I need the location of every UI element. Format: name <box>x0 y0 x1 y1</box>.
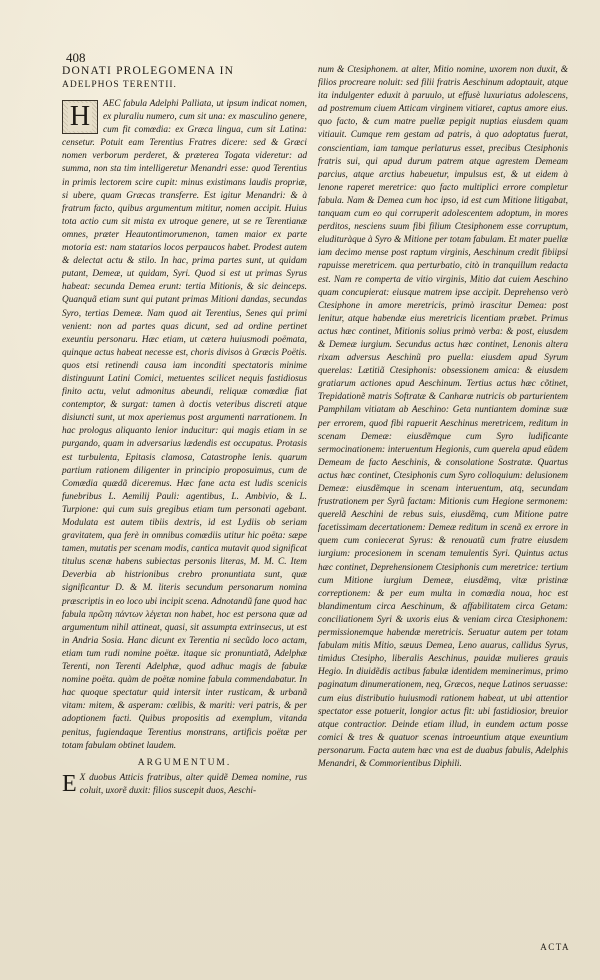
argumentum-text: X duobus Atticis fratribus, alter quidẽ Demea nomine, rus coluit, uxorẽ duxit: filios suscepit duos, Aeschi- <box>79 772 307 796</box>
page-number: 408 <box>66 50 86 65</box>
argumentum-heading: ARGUMENTUM. <box>137 757 232 768</box>
heading-title: DONATI PROLEGOMENA IN <box>62 65 235 77</box>
right-column <box>318 64 568 771</box>
heading-subtitle: ADELPHOS TERENTII. <box>62 80 177 90</box>
argumentum-continuation-text: num & Ctesiphonem. at alter, Mitio nomine, uxorem non duxit, & filios procreare noluit: sed filii fratris Aeschinum adoptauit, atque ita indulgenter eduxit à paruulo, ut effusè luxuriatus adolescens, ad postremum ciuem Atticam virginem vitiaret, captus amore eius. quo facto, & cum matre puellæ pepigit nuptias eiusdem quam vitiauit. Cumque rem gestam ad patris, à quo adoptatus fuerat, conscientiam, iam tamque perlaturus esset, precibus Ctesiphonis fratris sui, qui apud durum patrem atque agrestem Demeam parcius, atque arctius habeuetur, impulsus est, & ut eidem à lenone raperet meretrice: quo facto multiplici errore completur fabula. Nam & Demea cum hoc ipso, id est cum Mitione litigabat, tanquam cum eo qui corruperit adolescentem adoptum, in mores perditos, nesciens suum fibi filium Ctesiphonem esse corruptum, eludituràque à Syro & Mitione per totam fabulam. Et mater puellæ iam decimo mense post raptum virginis, Aeschinum credit fibiipsi rapuisse meretricem. qua perturbatio, citò in tranquillum redacta est. Nam re comperta de vitio virginis, Mitio dat cuiem Aeschino quam concupierat: eiusque matrem ipse accipit. Deprehenso verò Ctesiphone in amore meretricis, primò irascitur Demea: post lenitur, atque habendæ eius meretricis licentiam præbet. Primus actus hæc continet, Mitionis solius primò verba: & post, eiusdem & Demeæ iurgium. Secundus actus hæc continet, Lenonis altera rixam adversus Aeschinũ pro puella: eiusdem apud Syrum querelas: Lætitiã Ctesiphonis: obsessionem amica: & eiusdem gratiarum actiones apud Aeschinum. Tertius actus hæc cõtinet, Trepidationẽ matris Softratæ & Canharæ nutricis ob parturientem Pamphilam vitiatam ab Aeschino: Geta nuntiantem dominæ suæ per errorem, quod fibi rapuerit Aeschinus meretricem, reditum in scenam Demeæ: eiusdẽmque cum Syro ludificante sermocinationem: interuentum Hegionis, cum querela apud eũdem Demeam de facto Aeschinis, & consolatione Sostratæ. Quartus actus hæc continet, Ctesiphonis cum Syro colloquium: delusionem Demeæ: eiusdẽmque in scenam interuentum, atq, secundam frustrationem per Syrũ factam: Mitionis cum Hegione sermonem: querelã Aeschini de rebus suis, eiusdẽmq, cum Mitione patre facetissimam decertationem: Demeæ reditum in scenã ex errore in quem cum coniecerat Syrus: & renouatũ cum fratre eiusdem iurgium: procesionem in scenam temulentis Syri. Quintus actus hæc continet, Deprehensionem Ctesiphonis cum meretrice: tertium cum Mitione iurgium Demeæ, eiusdẽmq, vitæ pristinæ correptionem: & per eum multa in comœdia noua, hoc est blandimentum circa Aeschinum, & affabilitatem circa Getam: conciliationem Syri & uxoris eius & veniam circa Ctesiphonem: permissionemque habendæ meretricis. Seruatur autem per totam fabulam mitis Mitio, sæuus Demea, Leno auarus, callidus Syrus, timidus Ctesipho, liberalis Aeschinus, pauidæ mulieres grauis Hegio. In diuidẽdis actibus fabulæ identidem meminerimus, primo paginatum dinumerationem, neq, Græcos, neque Latinos seruasse: cum eius distributio huiusmodi rationem habeat, ut ubi attentior spectator esse potuerit, longior actus fit: ubi fastidiosior, breuior atque contractior. Deinde etiam illud, in eundem actum posse comici & tres & quatuor scenas introeuntium atque exeuntium personarum. Facta autem hæc vna est de duabus fabulis, Adelphis Menandri, & Commorientibus Diphili. <box>318 65 568 769</box>
prolegomena-text: AEC fabula Adelphi Palliata, ut ipsum indicat nomen, ex pluraliu numero, cum sit una: ex masculino genere, cum fit comœdia: ex Græca lingua, cum sit Latina: censetur. Potuit eam Terentius Fratres dicere: sed & Græci nomen verborum perderet, & præterea Togata videretur: ad summa, non sta tim intelligeretur Menandri esse: quod Terentius in primis lectorem scire cupit: minus existimans laudis propriæ, si ubere, quam Græcas transferre. Est igitur Menandri: & à fratrum facto, quibus argumentum mititur, nomen accipit. Huius tota actio cum sit mista ex utroque genere, ut se re Terentianæ omnes, præter Heautontimorumenon, tamen maior ex parte motoria est: nam statarios locos perpaucos habet. Prodest autem & delectat actu & stilo. In hac, prima partes sunt, ut quidam putant, Demeæ, ut quidam, Syri. Quod si est ut primas Syrus habeat: secunda Demea erunt: tertia Mitionis, & sic deinceps. Quanquã etiam sunt qui putant primas Mitioni dandas, secundas Syro, tertias Demeæ. Nam quod ait Terentius, Senes qui primi venient: non ad partes quas dicunt, sed ad ordine pertinet exeuntiu personaru. Hæc etiam, ut cætera huiusmodi poëmata, quinque actus habeat necesse est, choris divisos à Græcis Poëtis. quos etsi retinendi causa iam inconditi spectatoris minime distinguunt Latini Comici, metuentes scilicet nequis fastidiosus finito actu, velut admonitus abeundi, reliquæ comœdiæ fiat contemptor, & surgat: tamen à doctis veteribus discreti atque disiuncti sunt, ut mox aperiemus post argumenti narrationem. In hac prologus aliquanto lenior inducitur: qui magis etiam in se purgando, quam in adversarius lædendis est occupatus. Protasis est turbulenta, Epitasis clamosa, Catastrophe lenis. quarum partium rationem diligenter in principio proposuimus, cum de Comœdia quædã diceremus. Hæc fane acta est ludis scenicis funebribus L. Aemilij Pauli: agentibus, L. Ambivio, & L. Turpione: qui cum suis gregibus etiam tum personati agebant. Modulata est autem tibiis dextris, id est Lydiis ob seriam gravitatem, qua ferè in omnibus comœdiis utitur hic poëta: sæpe tamen, mutatis per scenam modis, cantica mutavit quod significat titulus scenæ habens subiectas personis literas, M. M. C. Item Deverbia ab histrionibus crebro pronuntiata sunt, quæ significantur D. & M. literis secundum personarum nomina præscriptis in eo loco ubi incipit scena. Adnotandũ fane quod hac fabula πρῶτη πάντων λέγεται non habet, hoc est persona quæ ad argumentum nihil attineat, quasi, sit assumpta extrinsecus, ut est in Andria Sosia. Hanc dicunt ex Terentia ni secũdo loco actam, etiam tum rudi nomine poëtæ. itaque sic pronuntiatã, Adelphæ Terenti, non Terenti Adelphæ, quod adhuc magis de fabulæ nomine poëta. quàm de poëtæ nomine fabula commendabatur. In hac quoque spectatur quid intersit inter rusticam, & urbanã vitam: mitem, & asperam: cœlibis, & mariti: veri patris, & per adoptionem facti. Quibus propositis ad exemplum, vitanda penitus, fugiendaque Terentius monstrans, artificis poëtæ per totam fabulam obtinet laudem. <box>62 99 307 751</box>
catchword: ACTA <box>540 942 570 952</box>
left-column <box>62 64 307 798</box>
argumentum-initial: E <box>62 770 77 797</box>
ornamental-initial: H <box>62 100 98 134</box>
